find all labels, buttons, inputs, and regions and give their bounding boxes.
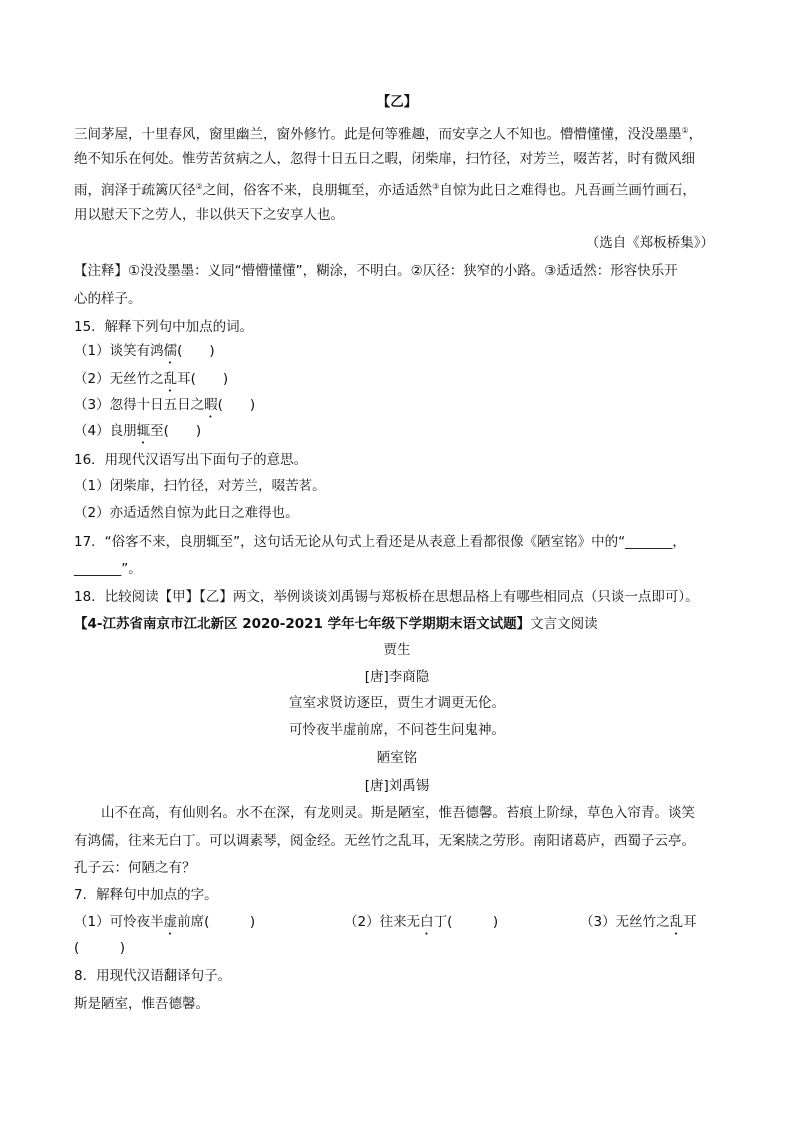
essay-line-3: 孔子云：何陋之有？ <box>74 860 196 876</box>
dotted-word: 辄 <box>136 423 151 439</box>
source-citation: （选自《郑板桥集》） <box>585 235 714 251</box>
essay-line-1: 山不在高，有仙则名。水不在深，有龙则灵。斯是陋室，惟吾德馨。苔痕上阶绿，草色入帘青。谈笑 <box>101 805 695 821</box>
notes-line-2: 心的样子。 <box>74 291 142 307</box>
question-15: 15．解释下列句中加点的词。 <box>74 319 254 335</box>
question-17-line-1: 17．“俗客不来，良朋辄至”，这句话无论从句式上看还是从表意上看都很像《陋室铭》中的“_______， <box>74 534 686 550</box>
passage-text: 雨，润泽于疏篱仄径 <box>74 182 196 199</box>
footnote-marker: ② <box>195 182 203 191</box>
question-7-item-3-blank: ( ) <box>74 940 126 956</box>
passage-text: 三间茅屋，十里春风，窗里幽兰，窗外修竹。此是何等雅趣，而安享之人不知也。懵懵懂懂，没没墨墨 <box>74 126 682 143</box>
passage-line-1 <box>74 121 702 145</box>
dotted-word: 白 <box>420 914 434 930</box>
question-15-item-4 <box>74 421 201 447</box>
question-15-item-3 <box>74 395 255 421</box>
section-heading-yi: 【乙】 <box>376 94 418 110</box>
dotted-word: 儒 <box>163 343 178 359</box>
question-8-sentence: 斯是陋室，惟吾德馨。 <box>74 996 209 1012</box>
item-text: （3）无丝竹之 <box>580 914 670 930</box>
question-7: 7．解释句中加点的字。 <box>74 887 218 903</box>
question-16-item-1: （1）闭柴扉，扫竹径，对芳兰，啜苦茗。 <box>74 478 326 494</box>
notes-line-1: 【注释】①没没墨墨：义同“懵懵懂懂”，糊涂，不明白。②仄径：狭窄的小路。③适适然：形容快乐开 <box>74 263 678 279</box>
essay-title: 陋室铭 <box>376 750 418 766</box>
dotted-word: 暇 <box>204 397 218 413</box>
passage-text: ， <box>688 126 703 143</box>
passage-text: 之间，俗客不来，良朋辄至，亦适适然 <box>202 182 433 199</box>
exam-source-title: 【4-江苏省南京市江北新区 2020-2021 学年七年级下学期期末语文试题】 <box>74 616 531 632</box>
item-text: （1）可怜夜半 <box>74 914 164 930</box>
answer-blank: 耳( ) <box>177 371 229 387</box>
passage-line-2: 绝不知乐在何处。惟劳苦贫病之人，忽得十日五日之暇，闭柴扉，扫竹径，对芳兰，啜苦茗，时有微风细 <box>74 151 695 167</box>
item-text: （4）良朋 <box>74 423 137 439</box>
poem-author: [唐]李商隐 <box>364 669 430 685</box>
passage-line-3 <box>74 177 696 201</box>
answer-blank: 前席( ) <box>177 914 256 930</box>
item-text: （2）无丝竹之 <box>74 371 164 387</box>
dotted-word: 乱 <box>669 914 684 930</box>
answer-blank: 至( ) <box>150 423 202 439</box>
essay-author: [唐]刘禹锡 <box>364 778 430 794</box>
question-7-item-1 <box>74 912 255 938</box>
passage-line-4: 用以慰天下之劳人，非以供天下之安享人也。 <box>74 207 344 223</box>
poem-title: 贾生 <box>383 642 411 658</box>
answer-blank: ( ) <box>177 343 215 359</box>
exam-source-tail: 文言文阅读 <box>530 616 598 632</box>
question-7-item-3 <box>580 912 697 938</box>
poem-line-2: 可怜夜半虚前席，不问苍生问鬼神。 <box>289 722 505 738</box>
footnote-marker: ① <box>681 126 689 135</box>
item-text: （1）谈笑有鸿 <box>74 343 164 359</box>
answer-blank: ( ) <box>217 397 256 413</box>
essay-line-2: 有鸿儒，往来无白丁。可以调素琴，阅金经。无丝竹之乱耳，无案牍之劳形。南阳诸葛庐，西蜀子云亭。 <box>74 833 695 849</box>
question-16-item-2: （2）亦适适然自惊为此日之难得也。 <box>74 505 299 521</box>
poem-line-1: 宣室求贤访逐臣，贾生才调更无伦。 <box>289 695 505 711</box>
question-18: 18．比较阅读【甲】【乙】两文，举例谈谈刘禹锡与郑板桥在思想品格上有哪些相同点（只谈一点即可）。 <box>74 589 699 605</box>
question-15-item-2 <box>74 369 228 395</box>
passage-text: 自惊为此日之难得也。凡吾画兰画竹画石， <box>439 182 696 199</box>
question-7-item-2 <box>344 912 498 938</box>
item-text: 耳 <box>683 914 697 930</box>
question-8: 8．用现代汉语翻译句子。 <box>74 968 232 984</box>
answer-blank: 丁( ) <box>433 914 499 930</box>
item-text: （3）忽得十日五日之 <box>74 397 205 413</box>
dotted-word: 虚 <box>163 914 178 930</box>
question-16: 16．用现代汉语写出下面句子的意思。 <box>74 452 308 468</box>
question-15-item-1 <box>74 341 215 367</box>
dotted-word: 乱 <box>163 371 178 387</box>
item-text: （2）往来无 <box>344 914 421 930</box>
question-17-line-2: _______”。 <box>74 561 142 577</box>
footnote-marker: ③ <box>432 182 440 191</box>
exam-source-header <box>74 614 598 634</box>
